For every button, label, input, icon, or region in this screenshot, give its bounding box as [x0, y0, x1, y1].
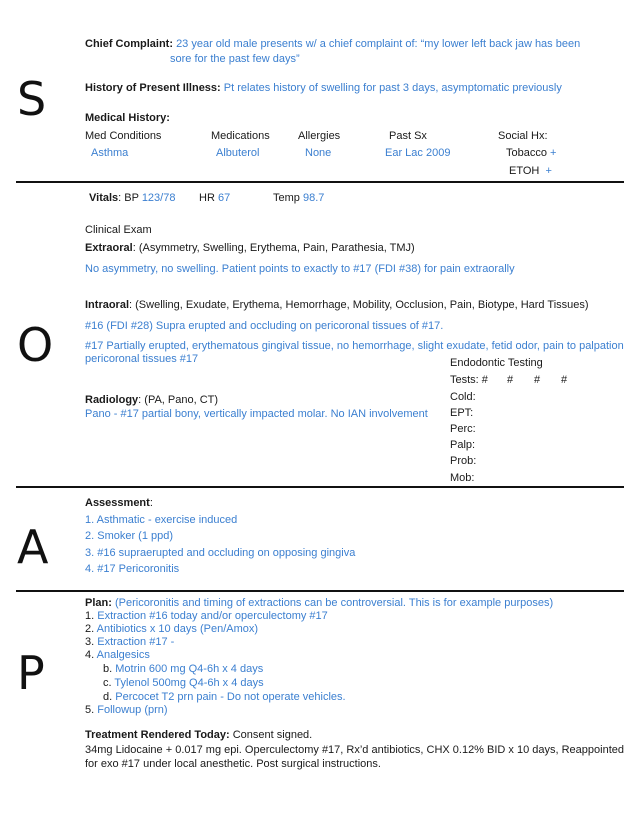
plan-item-5: [85, 703, 168, 717]
col-social-hx: Social Hx:: [498, 130, 548, 142]
chief-complaint-label: Chief Complaint:: [85, 38, 173, 50]
value-allergy: None: [305, 147, 332, 159]
social-etoh: [509, 164, 552, 178]
heart-rate: [199, 191, 230, 205]
chief-complaint-text: 23 year old male presents w/ a chief complaint of: “my lower left back jaw has been: [176, 38, 581, 50]
assessment-heading: [85, 496, 153, 510]
assessment-label: Assessment: [85, 497, 150, 509]
social-etoh-plus: +: [545, 165, 552, 177]
social-tobacco-plus: +: [550, 147, 557, 159]
divider-assessment: [16, 590, 624, 592]
social-tobacco: [506, 146, 556, 160]
assessment-colon: :: [149, 497, 153, 509]
extraoral-heading: [85, 241, 415, 255]
col-medications: Medications: [211, 130, 270, 142]
value-condition: Asthma: [91, 147, 129, 159]
plan-item-4c-num: c.: [103, 677, 112, 689]
radiology-heading: [85, 393, 218, 407]
endo-tests-label: Tests: #: [450, 374, 488, 386]
treatment-details-cont: for exo #17 under local anesthetic. Post surgical instructions.: [85, 758, 381, 770]
endo-mob: Mob:: [450, 472, 475, 484]
hr-value: 67: [217, 192, 231, 204]
hpi: [85, 81, 562, 95]
plan-item-4: [85, 648, 150, 662]
plan-item-1-num: 1.: [85, 610, 95, 622]
plan-item-2-text: Antibiotics x 10 days (Pen/Amox): [96, 623, 259, 635]
hpi-label: History of Present Illness:: [85, 82, 221, 94]
endo-prob: Prob:: [450, 455, 477, 467]
plan-item-4d: [103, 690, 346, 704]
plan-item-4c: [103, 676, 264, 690]
temp-label: Temp: [273, 192, 300, 204]
plan-item-4b: [103, 662, 263, 676]
vitals: [89, 191, 175, 205]
radiology-list: : (PA, Pano, CT): [138, 394, 219, 406]
plan-item-4b-text: Motrin 600 mg Q4-6h x 4 days: [115, 663, 264, 675]
intraoral-label: Intraoral: [85, 299, 130, 311]
plan-item-3-text: Extraction #17 -: [97, 636, 175, 648]
col-past-sx: Past Sx: [389, 130, 427, 142]
treatment-intro: Consent signed.: [232, 729, 313, 741]
assessment-item: 4. #17 Pericoronitis: [85, 563, 180, 575]
plan-item-1: [85, 609, 328, 623]
chief-complaint-text-cont: sore for the past few days”: [170, 53, 300, 65]
endo-palp: Palp:: [450, 439, 476, 451]
value-medication: Albuterol: [216, 147, 260, 159]
endo-testing-title: Endodontic Testing: [450, 357, 543, 369]
divider-objective: [16, 486, 624, 488]
medical-history-label: Medical History:: [85, 112, 170, 124]
endo-tests-row: [450, 373, 488, 387]
hpi-text: Pt relates history of swelling for past 3 days, asymptomatic previously: [223, 82, 562, 94]
social-tobacco-label: Tobacco: [506, 147, 547, 159]
col-med-conditions: Med Conditions: [85, 130, 162, 142]
intraoral-list: : (Swelling, Exudate, Erythema, Hemorrhage, Mobility, Occlusion, Pain, Biotype, Hard Tissues): [129, 299, 589, 311]
plan-note: (Pericoronitis and timing of extractions can be controversial. This is for example purposes): [114, 597, 554, 609]
chief-complaint: [85, 37, 580, 51]
plan-item-4d-text: Percocet T2 prn pain - Do not operate vehicles.: [115, 691, 346, 703]
assessment-item: 3. #16 supraerupted and occluding on opposing gingiva: [85, 547, 356, 559]
plan-item-1-text: Extraction #16 today and/or operculectomy #17: [97, 610, 328, 622]
plan-item-4-text: Analgesics: [96, 649, 150, 661]
plan-label: Plan:: [85, 597, 112, 609]
endo-tooth-2: #: [507, 374, 514, 386]
plan-item-2: [85, 622, 258, 636]
plan-item-5-text: Followup (prn): [97, 704, 168, 716]
vitals-label: Vitals: [89, 192, 119, 204]
intraoral-finding-17: #17 Partially erupted, erythematous gingival tissue, no hemorrhage, slight exudate, fetid odor, pain to palpation: [85, 340, 624, 352]
endo-ept: EPT:: [450, 407, 474, 419]
plan-item-4-num: 4.: [85, 649, 95, 661]
plan-item-2-num: 2.: [85, 623, 95, 635]
plan-item-4b-num: b.: [103, 663, 113, 675]
treatment-details: 34mg Lidocaine + 0.017 mg epi. Operculectomy #17, Rx’d antibiotics, CHX 0.12% BID x 10 days, Reappointed: [85, 744, 624, 756]
hr-label: HR: [199, 192, 215, 204]
temp-value: 98.7: [302, 192, 325, 204]
plan-item-4c-text: Tylenol 500mg Q4-6h x 4 days: [114, 677, 264, 689]
intraoral-heading: [85, 298, 589, 312]
assessment-item: 2. Smoker (1 ppd): [85, 530, 174, 542]
endo-perc: Perc:: [450, 423, 476, 435]
endo-tooth-3: #: [534, 374, 541, 386]
divider-subjective: [16, 181, 624, 183]
endo-tooth-4: #: [561, 374, 568, 386]
assessment-item: 1. Asthmatic - exercise induced: [85, 514, 238, 526]
value-past-sx: Ear Lac 2009: [385, 147, 451, 159]
endo-cold: Cold:: [450, 391, 476, 403]
extraoral-label: Extraoral: [85, 242, 133, 254]
plan-item-5-num: 5.: [85, 704, 95, 716]
intraoral-finding-17-cont: pericoronal tissues #17: [85, 353, 199, 365]
radiology-label: Radiology: [85, 394, 139, 406]
extraoral-findings: No asymmetry, no swelling. Patient points to exactly to #17 (FDI #38) for pain extraorally: [85, 263, 515, 275]
soap-letter-o: O: [17, 318, 54, 372]
temperature: [273, 191, 324, 205]
bp-label: : BP: [118, 192, 139, 204]
intraoral-finding-16: #16 (FDI #28) Supra erupted and occluding on pericoronal tissues of #17.: [85, 320, 444, 332]
plan-item-3-num: 3.: [85, 636, 95, 648]
plan-heading: [85, 596, 553, 610]
soap-letter-s: S: [17, 72, 47, 126]
social-etoh-label: ETOH: [509, 165, 540, 177]
plan-item-4d-num: d.: [103, 691, 113, 703]
extraoral-list: : (Asymmetry, Swelling, Erythema, Pain, Parathesia, TMJ): [132, 242, 415, 254]
treatment-label: Treatment Rendered Today:: [85, 729, 230, 741]
plan-item-3: [85, 635, 174, 649]
soap-letter-p: P: [17, 646, 45, 700]
col-allergies: Allergies: [298, 130, 341, 142]
radiology-findings: Pano - #17 partial bony, vertically impacted molar. No IAN involvement: [85, 408, 428, 420]
bp-value: 123/78: [141, 192, 176, 204]
treatment-heading: [85, 728, 312, 742]
clinical-exam-title: Clinical Exam: [85, 224, 152, 236]
soap-letter-a: A: [17, 520, 49, 574]
